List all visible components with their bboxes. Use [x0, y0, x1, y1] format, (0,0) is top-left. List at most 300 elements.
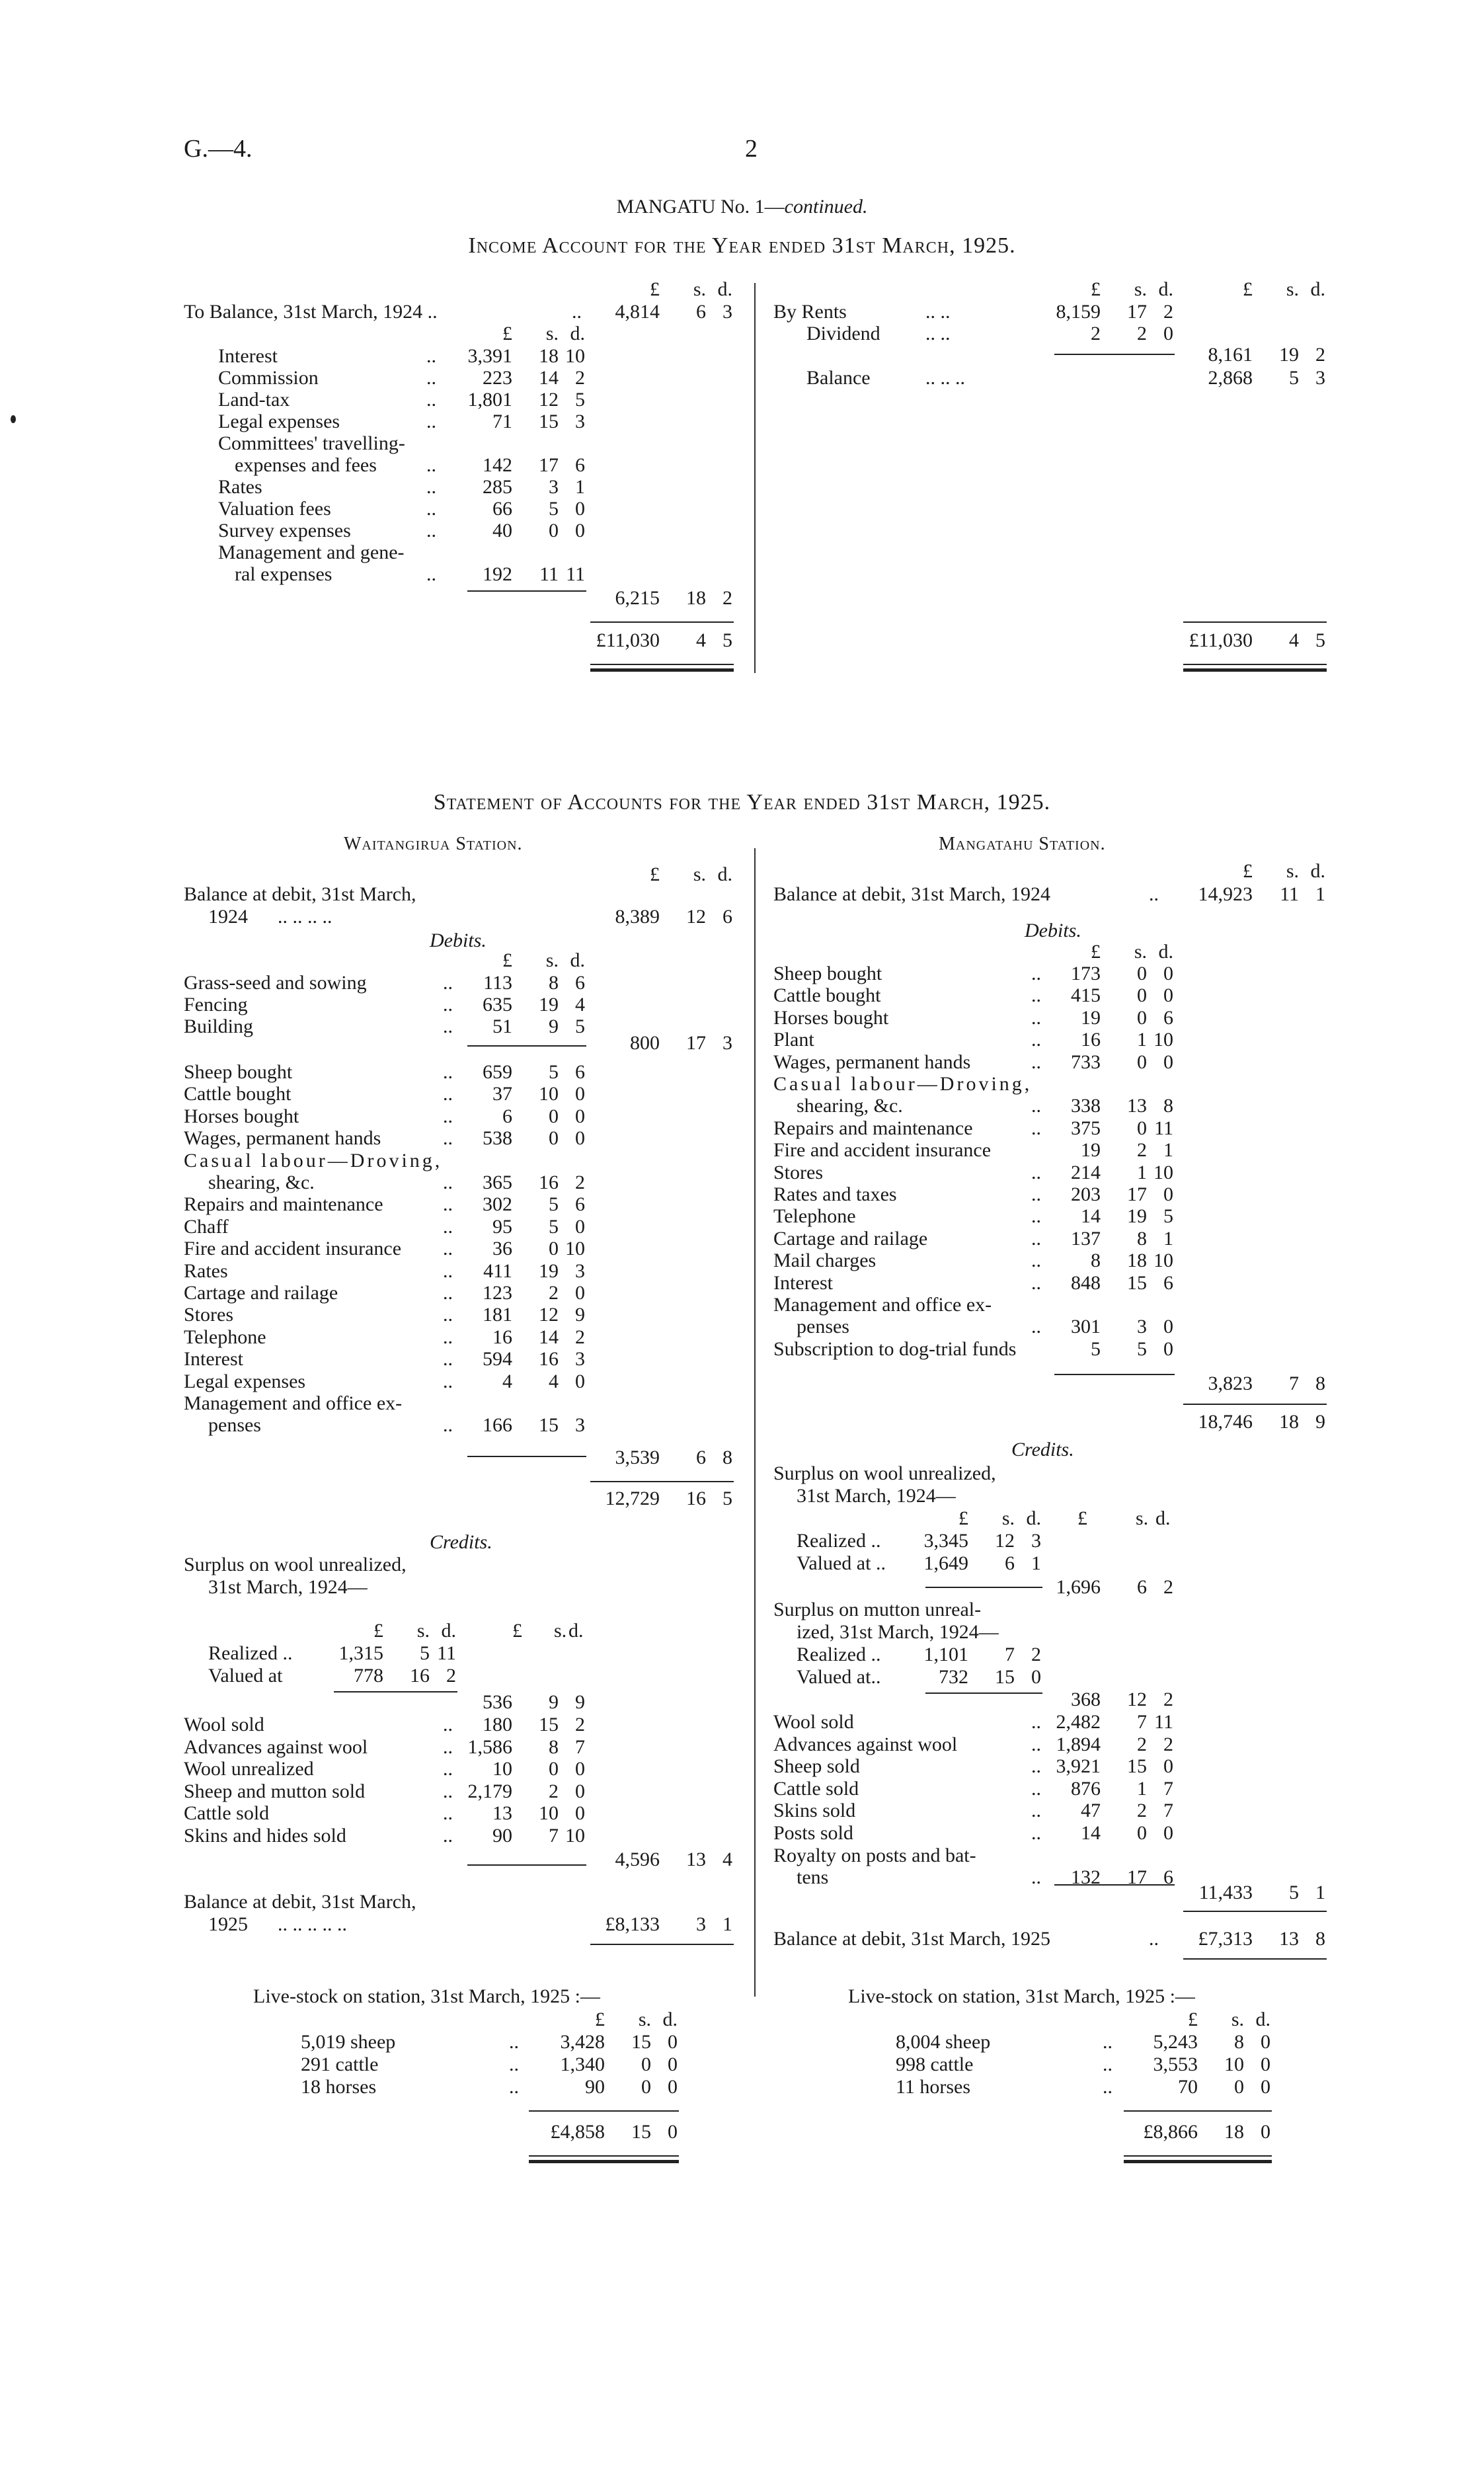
mangatahu-wool-header-pounds-b: £	[1077, 1507, 1087, 1529]
waitangirua-debit-label: Stores	[184, 1304, 233, 1326]
waitangirua-credit-total-pounds: 4,596	[615, 1849, 660, 1870]
waitangirua-debit-label: Cattle bought	[184, 1083, 292, 1105]
mangatahu-mutton-valued-label: Valued at..	[797, 1666, 881, 1688]
income-balance-pence: 3	[1315, 367, 1325, 389]
waitangirua-livestock-pounds: 3,428	[560, 2031, 605, 2053]
waitangirua-debits-header-pounds: £	[502, 949, 512, 971]
mangatahu-wool-valued-pounds: 1,649	[923, 1552, 968, 1574]
waitangirua-debit-pence: 0	[575, 1282, 585, 1304]
leader: ..	[1031, 1316, 1041, 1338]
waitangirua-surplus-net-pence: 9	[575, 1691, 585, 1713]
mangatahu-credit-pounds: 47	[1081, 1800, 1101, 1822]
mangatahu-closing-pounds: £7,313	[1198, 1928, 1253, 1950]
mangatahu-wool-net-pounds: 1,696	[1056, 1576, 1101, 1598]
mangatahu-wool-realized-pounds: 3,345	[923, 1530, 968, 1552]
waitangirua-debit-pounds: 4	[502, 1370, 512, 1392]
income-rents-total-pounds: 8,161	[1208, 344, 1253, 366]
leader: ..	[1031, 1029, 1041, 1051]
waitangirua-debit-shillings: 5	[549, 1061, 559, 1083]
waitangirua-debit-pounds: 594	[483, 1348, 512, 1371]
leader: .. ..	[925, 323, 951, 344]
waitangirua-valued-label: Valued at	[208, 1665, 283, 1687]
mangatahu-debit-pence: 0	[1163, 1316, 1173, 1338]
leader: ..	[443, 1061, 453, 1083]
leader: ..	[426, 345, 436, 367]
waitangirua-livestock-total-shillings: 15	[631, 2121, 651, 2143]
mangatahu-credit-total-pounds: 11,433	[1198, 1882, 1253, 1903]
waitangirua-credit-label: Wool unrealized	[184, 1758, 314, 1780]
income-expense-label: Valuation fees	[218, 498, 331, 520]
income-expense-pence: 6	[575, 454, 585, 476]
income-right-header-a-shillings: s.	[1134, 278, 1147, 300]
mangatahu-credit-total-rule	[1183, 1911, 1327, 1912]
waitangirua-livestock-title: Live-stock on station, 31st March, 1925 :—	[253, 1985, 600, 2007]
mangatahu-credit-label: Posts sold	[773, 1822, 853, 1844]
mangatahu-wool-header-shillings-b: s.	[1136, 1507, 1149, 1529]
waitangirua-debit-pounds: 123	[483, 1282, 512, 1304]
mangatahu-credit-label: Wool sold	[773, 1711, 854, 1733]
leader: ..	[1031, 1006, 1041, 1029]
waitangirua-closing-label: Balance at debit, 31st March,	[184, 1891, 416, 1913]
mangatahu-wool-net-shillings: 6	[1137, 1576, 1147, 1598]
mangatahu-debit-shillings: 19	[1127, 1205, 1147, 1228]
waitangirua-debit-pence: 6	[575, 1193, 585, 1216]
waitangirua-debit-pence: 0	[575, 1127, 585, 1150]
mangatahu-debit-pence: 0	[1163, 1051, 1173, 1073]
waitangirua-credit-label: Cattle sold	[184, 1802, 270, 1824]
waitangirua-surplus-label: Surplus on wool unrealized,	[184, 1554, 407, 1575]
mangatahu-debit-pence: 6	[1163, 1006, 1173, 1029]
waitangirua-debit-shillings: 19	[539, 1259, 559, 1282]
waitangirua-debit-label: Repairs and maintenance	[184, 1193, 383, 1216]
waitangirua-header-shillings: s.	[693, 863, 706, 885]
statement-title: Statement of Accounts for the Year ended 31st March, 1925.	[433, 790, 1051, 815]
income-expense-shillings: 5	[549, 498, 559, 520]
waitangirua-debit-pounds: 16	[492, 1326, 512, 1348]
to-balance-shillings: 6	[696, 301, 706, 323]
mangatahu-debit-pence: 8	[1163, 1095, 1173, 1117]
mangatahu-credit-pence: 7	[1163, 1777, 1173, 1800]
waitangirua-credit-pounds: 180	[483, 1714, 512, 1735]
leader: ..	[443, 1758, 453, 1780]
mangatahu-livestock-label: 11 horses	[896, 2076, 971, 2098]
mangatahu-credit-pence: 0	[1163, 1755, 1173, 1778]
mangatahu-debit-label: Management and office ex-	[773, 1294, 992, 1316]
page-number: 2	[745, 135, 758, 163]
mangatahu-credit-pence: 11	[1154, 1711, 1173, 1733]
mangatahu-opening-pence: 1	[1315, 883, 1325, 905]
mangatahu-debit-pounds: 733	[1071, 1051, 1101, 1073]
mangatahu-debits-total-pence: 8	[1315, 1373, 1325, 1394]
mangatahu-debit-pence: 10	[1153, 1161, 1173, 1183]
waitangirua-livestock-rule-top	[529, 2110, 679, 2112]
waitangirua-debit-label: Interest	[184, 1348, 243, 1371]
mangatahu-debits-label: Debits.	[1025, 920, 1081, 941]
income-expense-shillings: 0	[549, 520, 559, 541]
mangatahu-debit-pence: 11	[1154, 1117, 1173, 1139]
mangatahu-debit-shillings: 8	[1137, 1227, 1147, 1250]
waitangirua-debit-pence: 0	[575, 1370, 585, 1392]
leader: ..	[426, 476, 436, 498]
income-expense-pounds: 223	[483, 367, 512, 389]
mangatahu-credit-pounds: 3,921	[1056, 1755, 1101, 1778]
mangatahu-wool-surplus-label-2: 31st March, 1924—	[797, 1485, 956, 1507]
mangatahu-debit-shillings: 13	[1127, 1095, 1147, 1117]
income-expense-label: Interest	[218, 345, 278, 367]
mangatahu-debits-header-pence: d.	[1158, 941, 1173, 963]
mangatahu-debit-label: Interest	[773, 1271, 833, 1294]
mangatahu-livestock-rule	[1124, 2155, 1272, 2163]
waitangirua-debit-shillings: 8	[549, 972, 559, 994]
leader: ..	[1031, 1205, 1041, 1228]
waitangirua-livestock-shillings: 0	[641, 2076, 651, 2098]
mangatahu-credit-label: Royalty on posts and bat-	[773, 1844, 976, 1866]
dividend-label: Dividend	[806, 323, 880, 344]
leader: ..	[1031, 1117, 1041, 1139]
waitangirua-debit-shillings: 0	[549, 1127, 559, 1150]
to-balance-pounds: 4,814	[615, 301, 660, 323]
income-balance-shillings: 5	[1289, 367, 1299, 389]
waitangirua-livestock-label: 18 horses	[301, 2076, 377, 2098]
waitangirua-debit-pence: 0	[575, 1105, 585, 1127]
income-expense-shillings: 12	[539, 389, 559, 411]
leader: ..	[1031, 1051, 1041, 1073]
income-expense-pence: 11	[566, 563, 585, 585]
mangatahu-debit-pounds: 14	[1081, 1205, 1101, 1228]
income-expense-label: Survey expenses	[218, 520, 351, 541]
waitangirua-debit-pence: 2	[575, 1326, 585, 1348]
mangatahu-livestock-pounds: 70	[1178, 2076, 1198, 2098]
waitangirua-debit-shillings: 12	[539, 1304, 559, 1326]
mangatahu-credit-pence: 2	[1163, 1733, 1173, 1755]
leader: ..	[1103, 2053, 1113, 2075]
waitangirua-header-pounds: £	[650, 863, 660, 885]
mangatahu-debit-shillings: 15	[1127, 1271, 1147, 1294]
mangatahu-mutton-net-shillings: 12	[1127, 1689, 1147, 1710]
waitangirua-realized-pounds: 1,315	[338, 1642, 383, 1664]
income-expenses-header-pounds: £	[502, 323, 512, 344]
leader: .. .. ..	[925, 367, 965, 389]
waitangirua-debit-pence: 6	[575, 1061, 585, 1083]
mangatahu-debit-shillings: 1	[1137, 1029, 1147, 1051]
waitangirua-surplus-header-shillings-b: s.	[554, 1620, 567, 1642]
by-rents-pounds: 8,159	[1056, 301, 1101, 323]
income-expense-label: expenses and fees	[235, 454, 377, 476]
waitangirua-opening-pounds: 8,389	[615, 906, 660, 928]
waitangirua-debit-pence: 4	[575, 994, 585, 1015]
leader: ..	[509, 2031, 519, 2053]
mangatahu-debit-total-rule	[1183, 1404, 1327, 1405]
mangatahu-debit-shillings: 2	[1137, 1139, 1147, 1162]
leader: ..	[1103, 2076, 1113, 2098]
income-right-total-pounds: £11,030	[1189, 629, 1253, 651]
report-code: G.—4.	[184, 135, 253, 163]
mangatahu-debit-pence: 1	[1163, 1227, 1173, 1250]
waitangirua-debit-pounds: 181	[483, 1304, 512, 1326]
income-right-total-rule-top	[1183, 621, 1327, 623]
income-expense-shillings: 14	[539, 367, 559, 389]
income-expense-pence: 3	[575, 411, 585, 432]
income-expense-label: Management and gene-	[218, 541, 405, 563]
mangatahu-livestock-header-pounds: £	[1188, 2009, 1198, 2030]
mangatahu-mutton-surplus-label-2: ized, 31st March, 1924—	[797, 1621, 999, 1643]
income-left-total-rule	[590, 664, 734, 672]
waitangirua-credit-total-shillings: 13	[686, 1849, 706, 1870]
waitangirua-debit-shillings: 16	[539, 1172, 559, 1193]
leader: ..	[426, 454, 436, 476]
waitangirua-debit-pence: 0	[575, 1083, 585, 1105]
waitangirua-credit-pence: 10	[565, 1824, 585, 1847]
mangatahu-credit-label: Skins sold	[773, 1800, 856, 1822]
mangatahu-mutton-valued-shillings: 15	[995, 1666, 1015, 1688]
leader: ..	[443, 1714, 453, 1735]
mangatahu-credit-shillings: 7	[1137, 1711, 1147, 1733]
income-right-header-b-shillings: s.	[1286, 278, 1299, 300]
mangatahu-closing-pence: 8	[1315, 1928, 1325, 1950]
waitangirua-debit-label: Cartage and railage	[184, 1282, 338, 1304]
waitangirua-debit-label: Legal expenses	[184, 1370, 306, 1392]
waitangirua-debit-total-shillings: 16	[686, 1488, 706, 1509]
waitangirua-debit-pounds: 302	[483, 1193, 512, 1216]
waitangirua-credit-pence: 0	[575, 1802, 585, 1824]
mangatahu-livestock-label: 998 cattle	[896, 2053, 974, 2075]
mangatahu-mutton-realized-pence: 2	[1031, 1644, 1041, 1665]
mangatahu-debit-pounds: 415	[1071, 984, 1101, 1007]
income-expense-label: Commission	[218, 367, 319, 389]
waitangirua-debit-shillings: 0	[549, 1105, 559, 1127]
leader: ..	[1031, 1755, 1041, 1778]
income-expense-pence: 5	[575, 389, 585, 411]
leader: ..	[1031, 1822, 1041, 1844]
waitangirua-opening-shillings: 12	[686, 906, 706, 928]
by-rents-pence: 2	[1163, 301, 1173, 323]
waitangirua-debit-shillings: 19	[539, 994, 559, 1015]
mangatahu-debit-shillings: 0	[1137, 1117, 1147, 1139]
waitangirua-debit-label: Chaff	[184, 1215, 229, 1238]
mangatahu-debit-label: Repairs and maintenance	[773, 1117, 973, 1139]
mangatahu-mutton-realized-pounds: 1,101	[923, 1644, 968, 1665]
mangatahu-credit-pounds: 14	[1081, 1822, 1101, 1844]
mangatahu-debit-pence: 1	[1163, 1139, 1173, 1162]
waitangirua-credit-label: Sheep and mutton sold	[184, 1780, 366, 1802]
income-expenses-header-pence: d.	[570, 323, 585, 344]
income-expenses-total-pence: 2	[722, 587, 732, 609]
mangatahu-debit-total-shillings: 18	[1279, 1411, 1299, 1433]
waitangirua-debit-shillings: 14	[539, 1326, 559, 1348]
leader: ..	[443, 1259, 453, 1282]
leader: .. .. .. ..	[278, 906, 332, 928]
mangatahu-debits-total-pounds: 3,823	[1208, 1373, 1253, 1394]
waitangirua-debit-pounds: 6	[502, 1105, 512, 1127]
waitangirua-debit-shillings: 5	[549, 1193, 559, 1216]
leader: ..	[443, 1193, 453, 1216]
waitangirua-debit-pence: 9	[575, 1304, 585, 1326]
mangatahu-credits-label: Credits.	[1011, 1439, 1074, 1460]
waitangirua-livestock-shillings: 0	[641, 2053, 651, 2075]
mangatahu-livestock-title: Live-stock on station, 31st March, 1925 :—	[848, 1985, 1195, 2007]
income-expenses-total-pounds: 6,215	[615, 587, 660, 609]
dividend-pence: 0	[1163, 323, 1173, 344]
mangatahu-debit-label: Telephone	[773, 1205, 856, 1228]
mangatahu-credit-total-pence: 1	[1315, 1882, 1325, 1903]
waitangirua-livestock-total-pence: 0	[668, 2121, 678, 2143]
leader: ..	[1031, 1227, 1041, 1250]
mangatahu-debit-pence: 6	[1163, 1271, 1173, 1294]
waitangirua-surplus-net-pounds: 536	[483, 1691, 512, 1713]
mangatahu-header-pounds: £	[1243, 860, 1253, 882]
mangatahu-debit-shillings: 18	[1127, 1250, 1147, 1272]
waitangirua-credit-shillings: 15	[539, 1714, 559, 1735]
waitangirua-debit-pence: 6	[575, 972, 585, 994]
waitangirua-livestock-rule	[529, 2155, 679, 2163]
mangatahu-wool-valued-shillings: 6	[1005, 1552, 1015, 1574]
mangatahu-credit-label: Cattle sold	[773, 1777, 859, 1800]
mangatahu-wool-valued-pence: 1	[1031, 1552, 1041, 1574]
leader: ..	[1031, 1733, 1041, 1755]
mangatahu-debit-label: Sheep bought	[773, 963, 882, 984]
mangatahu-credit-pence: 0	[1163, 1822, 1173, 1844]
mangatahu-livestock-shillings: 10	[1224, 2053, 1244, 2075]
waitangirua-credit-shillings: 0	[549, 1758, 559, 1780]
mangatahu-credit-shillings: 15	[1127, 1755, 1147, 1778]
income-right-header-a-pounds: £	[1091, 278, 1101, 300]
waitangirua-livestock-label: 291 cattle	[301, 2053, 379, 2075]
mangatahu-debit-pence: 10	[1153, 1250, 1173, 1272]
mangatahu-credit-total-shillings: 5	[1289, 1882, 1299, 1903]
mangatahu-debits-total-shillings: 7	[1289, 1373, 1299, 1394]
income-expense-pence: 2	[575, 367, 585, 389]
mangatahu-debit-pounds: 19	[1081, 1006, 1101, 1029]
waitangirua-debit-shillings: 10	[539, 1083, 559, 1105]
waitangirua-debits-header-shillings: s.	[545, 949, 559, 971]
income-left-header-shillings: s.	[693, 278, 706, 300]
mangatahu-debit-label: Subscription to dog-trial funds	[773, 1337, 1017, 1360]
leader: ..	[1031, 963, 1041, 984]
mangatahu-debit-label: Stores	[773, 1161, 823, 1183]
mangatahu-debit-shillings: 0	[1137, 1006, 1147, 1029]
income-expense-label: Legal expenses	[218, 411, 340, 432]
mangatahu-credit-pounds: 132	[1071, 1866, 1101, 1889]
mangatahu-credit-pence: 7	[1163, 1800, 1173, 1822]
mangatahu-debit-shillings: 0	[1137, 984, 1147, 1007]
leader: ..	[426, 367, 436, 389]
leader: ..	[426, 411, 436, 432]
waitangirua-realized-label: Realized ..	[208, 1642, 293, 1664]
column-divider-statement	[754, 848, 756, 1997]
income-expense-label: Land-tax	[218, 389, 290, 411]
income-left-header-pence: d.	[717, 278, 732, 300]
to-balance-label: To Balance, 31st March, 1924 ..	[184, 301, 438, 323]
waitangirua-livestock-pounds: 1,340	[560, 2053, 605, 2075]
income-expense-pounds: 285	[483, 476, 512, 498]
leader: .. .. .. .. ..	[278, 1913, 347, 1935]
leader: ..	[1149, 1928, 1159, 1950]
mangatahu-wool-realized-pence: 3	[1031, 1530, 1041, 1552]
mangatahu-debits-header-shillings: s.	[1134, 941, 1147, 963]
leader: ..	[572, 301, 582, 323]
mangatahu-wool-valued-label: Valued at ..	[797, 1552, 886, 1574]
waitangirua-surplus-net-shillings: 9	[549, 1691, 559, 1713]
waitangirua-debit-label: Horses bought	[184, 1105, 299, 1127]
mangatahu-mutton-valued-pounds: 732	[939, 1666, 968, 1688]
waitangirua-credit-pence: 2	[575, 1714, 585, 1735]
mangatahu-debit-pence: 0	[1163, 1337, 1173, 1360]
income-left-total-shillings: 4	[696, 629, 706, 651]
mangatahu-credit-label: tens	[797, 1866, 829, 1889]
leader: ..	[443, 1802, 453, 1824]
waitangirua-closing-pence: 1	[722, 1913, 732, 1935]
mangatahu-closing-rule	[1183, 1958, 1327, 1960]
income-expense-pounds: 3,391	[467, 345, 512, 367]
waitangirua-credit-pounds: 90	[492, 1824, 512, 1847]
mangatahu-livestock-shillings: 8	[1234, 2031, 1244, 2053]
waitangirua-credits-label: Credits.	[430, 1531, 492, 1553]
income-expense-pounds: 192	[483, 563, 512, 585]
waitangirua-realized-pence: 11	[437, 1642, 456, 1664]
income-expense-pounds: 142	[483, 454, 512, 476]
mangatahu-debit-pounds: 848	[1071, 1271, 1101, 1294]
waitangirua-credit-pence: 0	[575, 1758, 585, 1780]
mangatahu-debit-pounds: 8	[1091, 1250, 1101, 1272]
waitangirua-debit-shillings: 16	[539, 1348, 559, 1371]
income-right-total-shillings: 4	[1289, 629, 1299, 651]
waitangirua-opening-pence: 6	[722, 906, 732, 928]
mangatahu-livestock-header-shillings: s.	[1231, 2009, 1244, 2030]
waitangirua-debit-label: Grass-seed and sowing	[184, 972, 367, 994]
mangatahu-debit-label: Cattle bought	[773, 984, 881, 1007]
by-rents-shillings: 17	[1127, 301, 1147, 323]
waitangirua-surplus-header-pounds: £	[373, 1620, 383, 1642]
income-account-title: Income Account for the Year ended 31st March, 1925.	[468, 233, 1016, 258]
leader: ..	[1103, 2031, 1113, 2053]
waitangirua-valued-pounds: 778	[354, 1665, 383, 1687]
income-right-total-rule	[1183, 664, 1327, 672]
mangatahu-credit-pounds: 2,482	[1056, 1711, 1101, 1733]
leader: ..	[443, 1238, 453, 1260]
leader: ..	[509, 2076, 519, 2098]
waitangirua-livestock-header-pounds: £	[595, 2009, 605, 2030]
mangatahu-credit-pounds: 876	[1071, 1777, 1101, 1800]
waitangirua-livestock-pence: 0	[668, 2076, 678, 2098]
leader: ..	[443, 1824, 453, 1847]
leader: ..	[443, 1172, 453, 1193]
waitangirua-group2-total-pounds: 3,539	[615, 1447, 660, 1468]
waitangirua-debit-label: Management and office ex-	[184, 1392, 403, 1414]
waitangirua-surplus-header-shillings: s.	[416, 1620, 430, 1642]
mangatahu-debit-shillings: 3	[1137, 1316, 1147, 1338]
waitangirua-debit-pounds: 36	[492, 1238, 512, 1260]
income-expense-label: ral expenses	[235, 563, 332, 585]
mangatahu-debit-pence: 5	[1163, 1205, 1173, 1228]
waitangirua-debit-pounds: 113	[483, 972, 512, 994]
leader: ..	[426, 520, 436, 541]
mangatahu-opening-shillings: 11	[1280, 883, 1299, 905]
mangatahu-livestock-total-pounds: £8,866	[1143, 2121, 1198, 2143]
waitangirua-group1-total-pounds: 800	[630, 1032, 660, 1054]
mangatahu-debit-shillings: 5	[1137, 1337, 1147, 1360]
leader: ..	[426, 563, 436, 585]
leader: ..	[443, 1735, 453, 1758]
leader: ..	[1031, 1250, 1041, 1272]
mangatahu-debit-label: Cartage and railage	[773, 1227, 928, 1250]
mangatahu-wool-realized-label: Realized ..	[797, 1530, 881, 1552]
document-title: MANGATU No. 1—continued.	[616, 196, 868, 218]
waitangirua-debit-pounds: 37	[492, 1083, 512, 1105]
leader: ..	[509, 2053, 519, 2075]
waitangirua-livestock-label: 5,019 sheep	[301, 2031, 396, 2053]
mangatahu-debit-pounds: 19	[1081, 1139, 1101, 1162]
waitangirua-credit-pounds: 13	[492, 1802, 512, 1824]
